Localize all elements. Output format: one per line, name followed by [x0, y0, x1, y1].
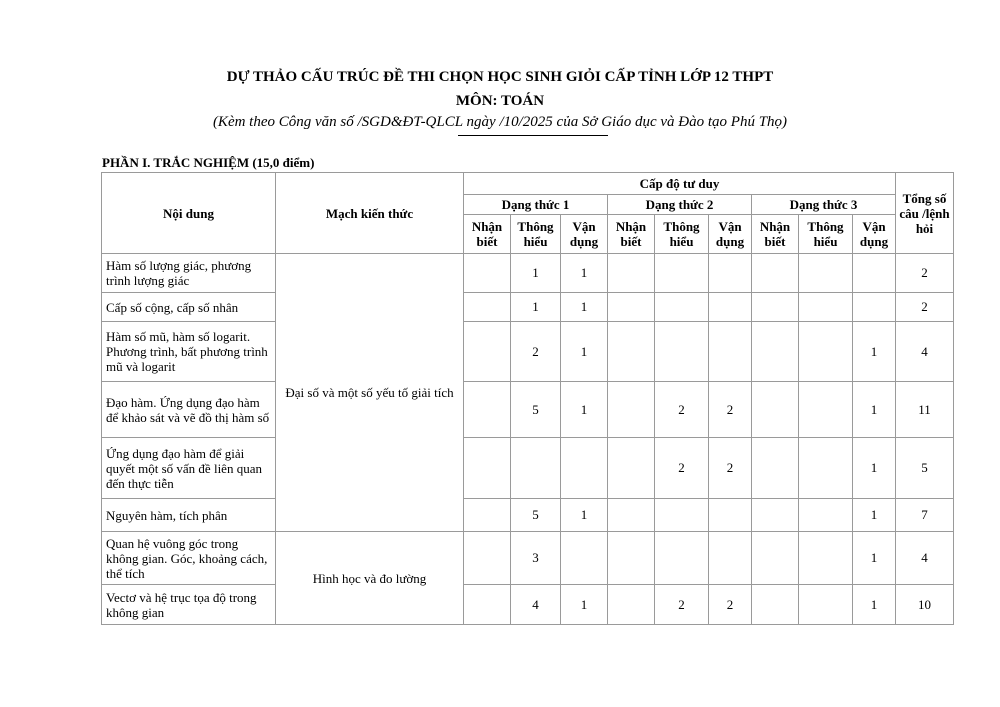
noi-dung-cell: Hàm số mũ, hàm số logarit. Phương trình, bất phương trình mũ và logarit: [102, 322, 276, 382]
count-cell: 2: [655, 382, 709, 438]
count-cell: 1: [853, 532, 896, 585]
count-cell: 4: [511, 585, 561, 625]
underline-divider: [458, 135, 608, 136]
total-cell: 2: [896, 254, 954, 293]
noi-dung-cell: Đạo hàm. Ứng dụng đạo hàm để khảo sát và vẽ đồ thị hàm số: [102, 382, 276, 438]
count-cell: 1: [853, 499, 896, 532]
count-cell: [608, 382, 655, 438]
count-cell: [608, 532, 655, 585]
count-cell: [655, 499, 709, 532]
exam-structure-table: [101, 172, 954, 625]
total-cell: 2: [896, 293, 954, 322]
noi-dung-cell: Ứng dụng đạo hàm để giải quyết một số vấn đề liên quan đến thực tiễn: [102, 438, 276, 499]
total-cell: 5: [896, 438, 954, 499]
count-cell: [608, 293, 655, 322]
count-cell: [709, 532, 752, 585]
total-cell: 4: [896, 532, 954, 585]
header-dang-thuc-3: Dạng thức 3: [752, 195, 896, 215]
document-title: DỰ THẢO CẤU TRÚC ĐỀ THI CHỌN HỌC SINH GIỎI CẤP TỈNH LỚP 12 THPT: [226, 69, 774, 85]
header-cap-do-tu-duy: Cấp độ tư duy: [464, 173, 896, 195]
count-cell: 1: [561, 322, 608, 382]
count-cell: [464, 254, 511, 293]
count-cell: 5: [511, 382, 561, 438]
count-cell: [464, 322, 511, 382]
noi-dung-cell: Hàm số lượng giác, phương trình lượng giác: [102, 254, 276, 293]
count-cell: 5: [511, 499, 561, 532]
header-noi-dung: Nội dung: [102, 173, 276, 254]
mach-kien-thuc-cell: Hình học và đo lường: [276, 532, 464, 625]
count-cell: 1: [561, 293, 608, 322]
count-cell: [752, 293, 799, 322]
count-cell: [752, 322, 799, 382]
count-cell: [608, 322, 655, 382]
count-cell: 2: [511, 322, 561, 382]
count-cell: [799, 293, 853, 322]
mach-kien-thuc-cell: Đại số và một số yếu tố giải tích: [276, 254, 464, 532]
count-cell: [464, 585, 511, 625]
count-cell: [655, 293, 709, 322]
subject-title: MÔN: TOÁN: [455, 93, 545, 109]
table-row: [102, 585, 954, 625]
count-cell: [655, 532, 709, 585]
count-cell: 1: [561, 585, 608, 625]
count-cell: [464, 293, 511, 322]
count-cell: [561, 438, 608, 499]
noi-dung-cell: Nguyên hàm, tích phân: [102, 499, 276, 532]
count-cell: [752, 254, 799, 293]
count-cell: [608, 499, 655, 532]
count-cell: [511, 438, 561, 499]
count-cell: [752, 382, 799, 438]
count-cell: [655, 322, 709, 382]
count-cell: 2: [709, 382, 752, 438]
table-row: [102, 382, 954, 438]
header-thong-hieu: Thông hiểu: [511, 215, 561, 254]
header-nhan-biet: Nhận biết: [608, 215, 655, 254]
count-cell: [752, 585, 799, 625]
count-cell: 1: [853, 438, 896, 499]
count-cell: 1: [561, 254, 608, 293]
count-cell: [799, 438, 853, 499]
count-cell: 2: [655, 585, 709, 625]
count-cell: 1: [853, 585, 896, 625]
count-cell: [464, 532, 511, 585]
count-cell: 1: [853, 382, 896, 438]
count-cell: [853, 254, 896, 293]
header-thong-hieu: Thông hiểu: [655, 215, 709, 254]
table-row: [102, 499, 954, 532]
count-cell: [655, 254, 709, 293]
header-van-dung: Vận dụng: [709, 215, 752, 254]
count-cell: [709, 499, 752, 532]
noi-dung-cell: Vectơ và hệ trục tọa độ trong không gian: [102, 585, 276, 625]
count-cell: 1: [561, 499, 608, 532]
count-cell: 2: [709, 585, 752, 625]
noi-dung-cell: Quan hệ vuông góc trong không gian. Góc, khoảng cách, thể tích: [102, 532, 276, 585]
count-cell: [709, 293, 752, 322]
reference-note: (Kèm theo Công văn số /SGD&ĐT-QLCL ngày /10/2025 của Sở Giáo dục và Đào tạo Phú Thọ): [212, 114, 788, 130]
table-row: [102, 532, 954, 585]
count-cell: [799, 382, 853, 438]
count-cell: [709, 322, 752, 382]
count-cell: [561, 532, 608, 585]
count-cell: [464, 499, 511, 532]
count-cell: [608, 438, 655, 499]
count-cell: 1: [853, 322, 896, 382]
count-cell: [464, 382, 511, 438]
header-nhan-biet: Nhận biết: [752, 215, 799, 254]
header-nhan-biet: Nhận biết: [464, 215, 511, 254]
header-tong: Tổng số câu /lệnh hỏi: [896, 173, 954, 254]
header-thong-hieu: Thông hiểu: [799, 215, 853, 254]
total-cell: 10: [896, 585, 954, 625]
count-cell: 1: [561, 382, 608, 438]
table-row: [102, 293, 954, 322]
count-cell: [464, 438, 511, 499]
count-cell: 2: [709, 438, 752, 499]
table-row: [102, 254, 954, 293]
count-cell: [608, 254, 655, 293]
header-van-dung: Vận dụng: [853, 215, 896, 254]
table-row: [102, 438, 954, 499]
noi-dung-cell: Cấp số cộng, cấp số nhân: [102, 293, 276, 322]
count-cell: [799, 532, 853, 585]
count-cell: 1: [511, 293, 561, 322]
count-cell: [752, 532, 799, 585]
header-dang-thuc-2: Dạng thức 2: [608, 195, 752, 215]
count-cell: [799, 585, 853, 625]
count-cell: 2: [655, 438, 709, 499]
count-cell: [752, 438, 799, 499]
count-cell: [799, 322, 853, 382]
total-cell: 4: [896, 322, 954, 382]
count-cell: 3: [511, 532, 561, 585]
table-row: [102, 322, 954, 382]
total-cell: 7: [896, 499, 954, 532]
count-cell: [853, 293, 896, 322]
count-cell: [752, 499, 799, 532]
count-cell: [799, 254, 853, 293]
count-cell: 1: [511, 254, 561, 293]
count-cell: [709, 254, 752, 293]
header-van-dung: Vận dụng: [561, 215, 608, 254]
section-title: PHẦN I. TRẮC NGHIỆM (15,0 điểm): [102, 155, 315, 170]
count-cell: [799, 499, 853, 532]
count-cell: [608, 585, 655, 625]
header-dang-thuc-1: Dạng thức 1: [464, 195, 608, 215]
total-cell: 11: [896, 382, 954, 438]
header-mach-kien-thuc: Mạch kiến thức: [276, 173, 464, 254]
